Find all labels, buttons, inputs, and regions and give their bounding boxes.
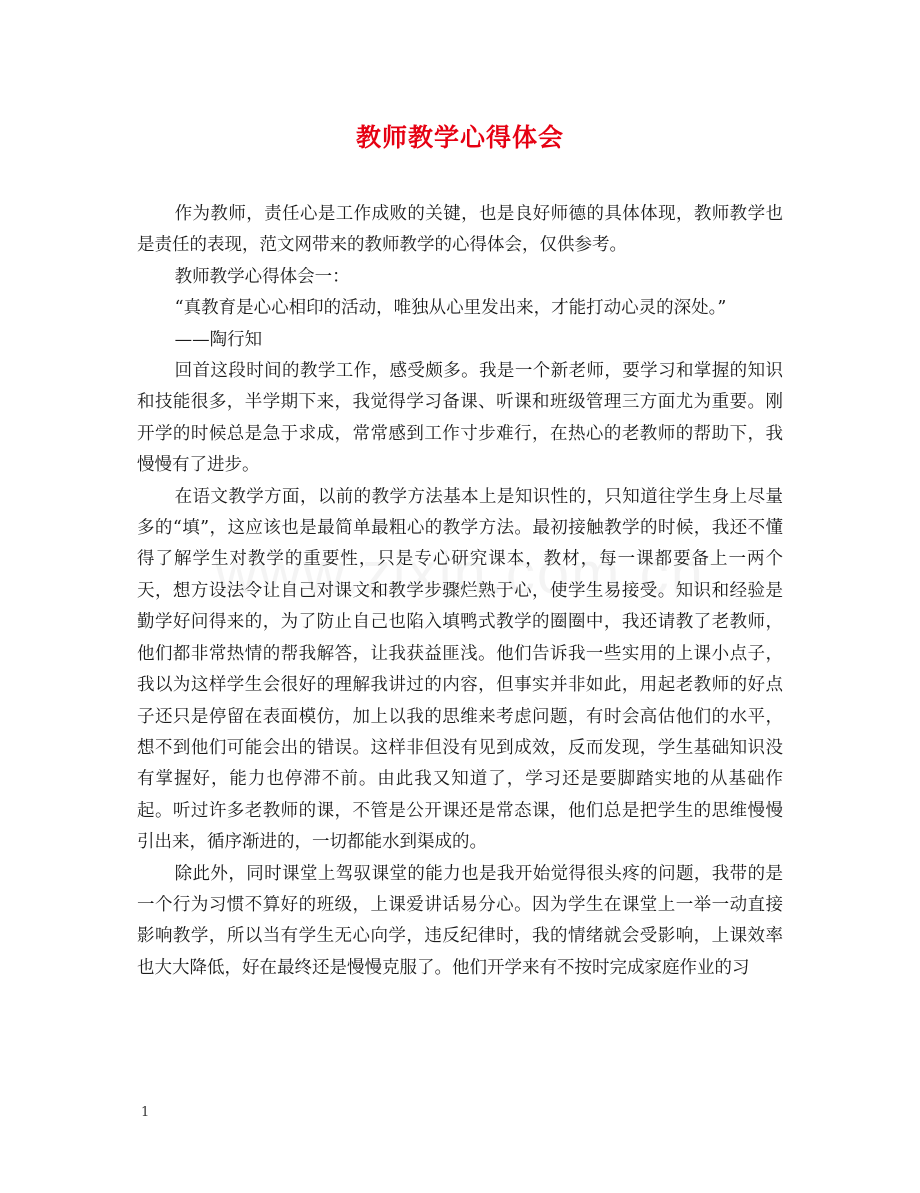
quote-paragraph: “真教育是心心相印的活动，唯独从心里发出来，才能打动心灵的深处。” xyxy=(174,298,727,319)
body-paragraph: 在语文教学方面，以前的教学方法基本上是知识性的，只知道往学生身上尽量多的“填”，这应该也是最简单最粗心的教学方法。最初接触教学的时候，我还不懂得了解学生对教学的重要性，只是专心研究课本，教材，每一课都要备上一两个天，想方设法令让自己对课文和教学步骤烂熟于心，使学生易接受。知识和经验是勤学好问得来的，为了防止自己也陷入填鸭式教学的圈圈中，我还请教了老教师，他们都非常热情的帮我解答，让我获益匪浅。他们告诉我一些实用的上课小点子，我以为这样学生会很好的理解我讲过的内容，但事实并非如此，用起老教师的好点子还只是停留在表面模仿，加上以我的思维来考虑问题，有时会高估他们的水平，想不到他们可能会出的错误。这样非但没有见到成效，反而发现，学生基础知识没有掌握好，能力也停滞不前。由此我又知道了，学习还是要脚踏实地的从基础作起。听过许多老教师的课，不管是公开课还是常态课，他们总是把学生的思维慢慢引出来，循序渐进的，一切都能水到渠成的。 xyxy=(137,486,783,853)
page-number: 1 xyxy=(141,1105,150,1120)
body-paragraph: 除此外，同时课堂上驾驭课堂的能力也是我开始觉得很头疼的问题，我带的是一个行为习惯不算好的班级，上课爱讲话易分心。因为学生在课堂上一举一动直接影响教学，所以当有学生无心向学，违反纪律时，我的情绪就会受影响，上课效率也大大降低，好在最终还是慢慢克服了。他们开学来有不按时完成家庭作业的习 xyxy=(137,863,783,978)
document-body xyxy=(137,199,783,984)
quote-attribution: ——陶行知 xyxy=(174,329,263,350)
section-heading: 教师教学心得体会一： xyxy=(174,266,350,287)
intro-paragraph: 作为教师，责任心是工作成败的关键，也是良好师德的具体体现，教师教学也是责任的表现，范文网带来的教师教学的心得体会，仅供参考。 xyxy=(137,204,783,256)
body-paragraph: 回首这段时间的教学工作，感受颇多。我是一个新老师，要学习和掌握的知识和技能很多，半学期下来，我觉得学习备课、听课和班级管理三方面尤为重要。刚开学的时候总是急于求成，常常感到工作寸步难行，在热心的老教师的帮助下，我慢慢有了进步。 xyxy=(137,361,783,476)
document-title: 教师教学心得体会 xyxy=(355,123,564,152)
